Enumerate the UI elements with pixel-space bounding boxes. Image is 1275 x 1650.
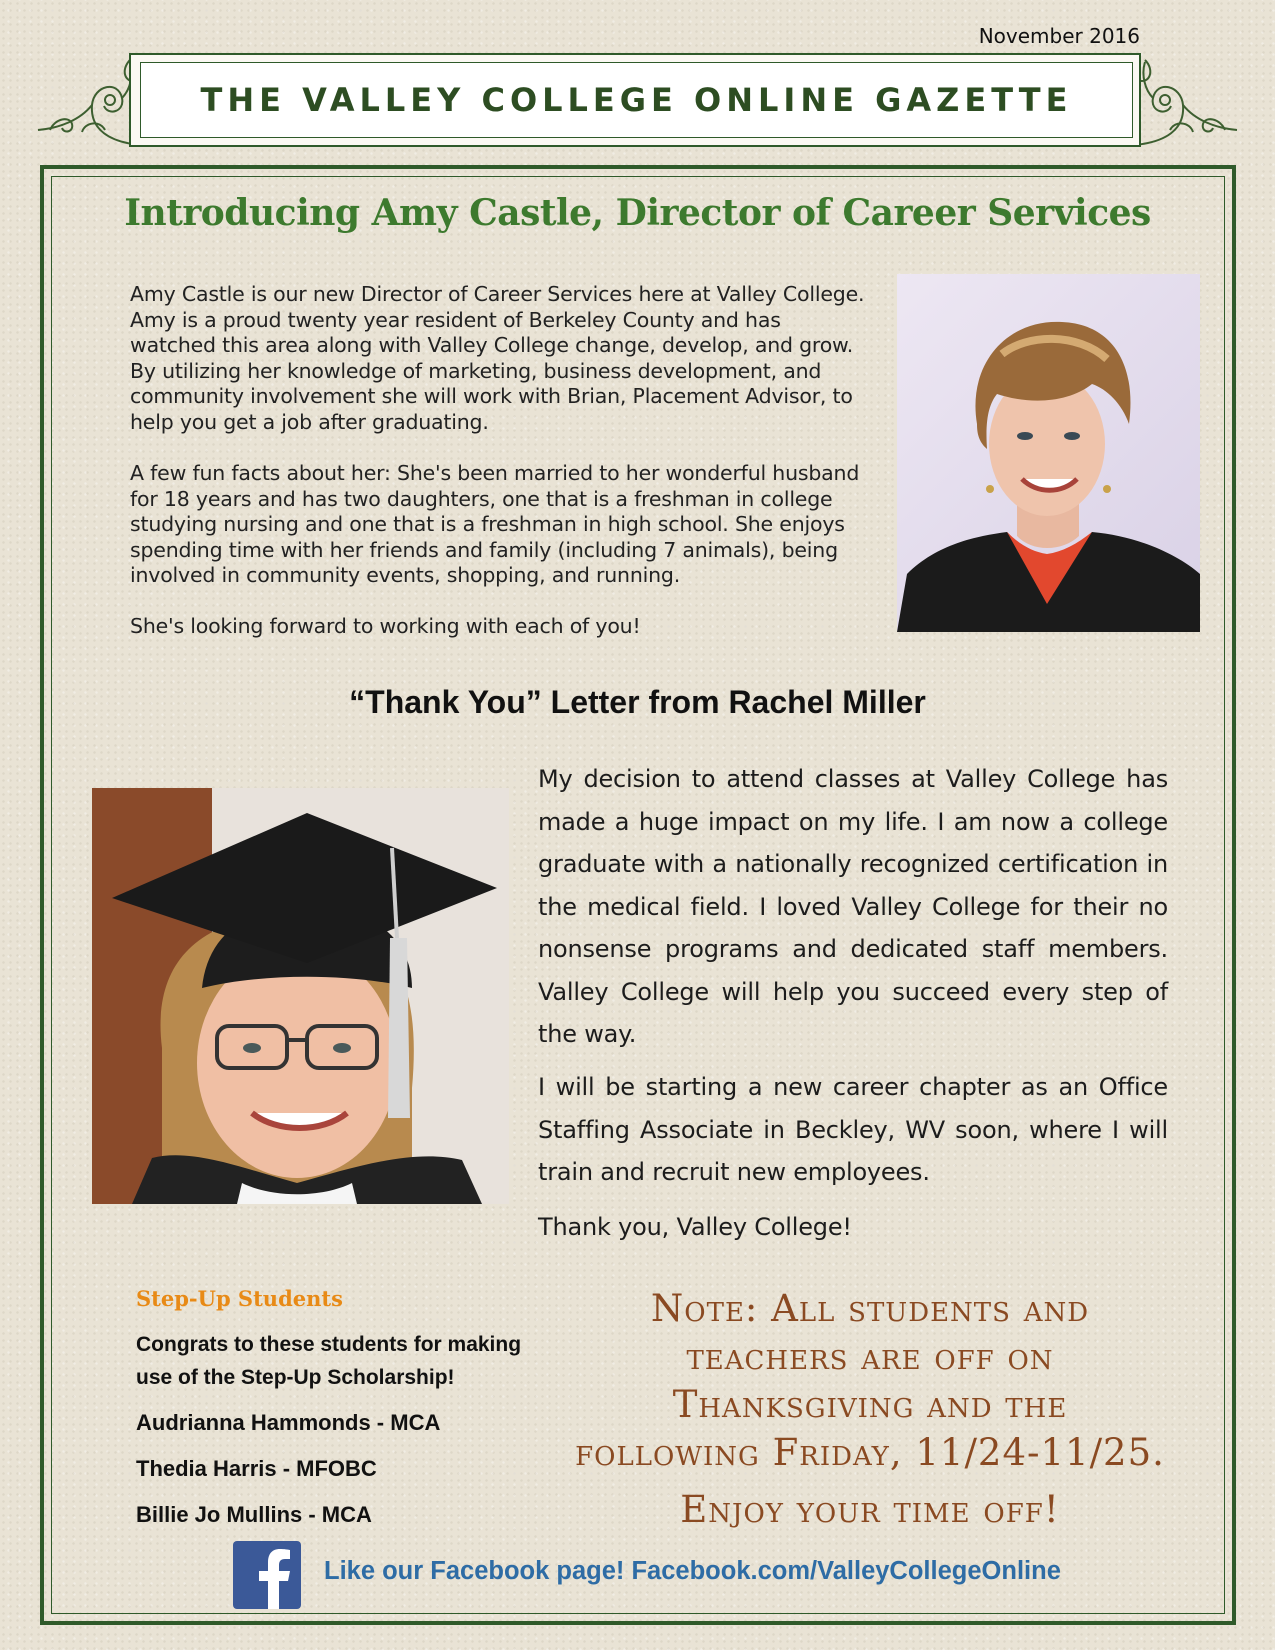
holiday-note-enjoy: Enjoy your time off!	[680, 1488, 1060, 1531]
flourish-right-ornament	[1130, 50, 1245, 150]
gazette-title: THE VALLEY COLLEGE ONLINE GAZETTE	[200, 81, 1073, 119]
stepup-heading: Step-Up Students	[136, 1286, 343, 1311]
article1-paragraph: A few fun facts about her: She's been married to her wonderful husband for 18 years and has two daughters, one that is a freshman in college studying nursing and one that is a freshman in high school. She enjoys spending time with her friends and family (including 7 animals), being involved in community events, shopping, and running.	[130, 461, 860, 587]
stepup-intro: Congrats to these students for making use of the Step-Up Scholarship!	[136, 1333, 522, 1389]
article1-paragraph: She's looking forward to working with each of you!	[130, 614, 641, 638]
stepup-student-item: Thedia Harris - MFOBC	[136, 1456, 377, 1481]
rachel-miller-graduation-photo	[92, 788, 509, 1204]
holiday-note: Note: All students and teachers are off on Thanksgiving and the following Friday, 11/24-11/25.	[575, 1287, 1165, 1474]
article2-paragraph: Thank you, Valley College!	[538, 1213, 852, 1241]
facebook-link[interactable]: Like our Facebook page! Facebook.com/ValleyCollegeOnline	[324, 1557, 1061, 1585]
issue-date: November 2016	[978, 24, 1140, 48]
article-title-thank-you-letter: “Thank You” Letter from Rachel Miller	[349, 684, 926, 720]
flourish-left-ornament	[30, 50, 145, 150]
article2-paragraph: My decision to attend classes at Valley College has made a huge impact on my life. I am now a college graduate with a nationally recognized certification in the medical field. I loved Valley College for their no nonsense programs and dedicated staff members. Valley College will help you succeed every step of the way.	[538, 765, 1168, 1048]
amy-castle-photo	[897, 274, 1200, 632]
article-title-amy-castle: Introducing Amy Castle, Director of Career Services	[124, 192, 1151, 234]
facebook-icon[interactable]	[233, 1541, 301, 1609]
stepup-student-item: Audrianna Hammonds - MCA	[136, 1410, 441, 1435]
article1-paragraph: Amy Castle is our new Director of Career Services here at Valley College. Amy is a proud twenty year resident of Berkeley County and has watched this area along with Valley College change, develop, and grow. By utilizing her knowledge of marketing, business development, and community involvement she will work with Brian, Placement Advisor, to help you get a job after graduating.	[130, 282, 865, 434]
stepup-student-item: Billie Jo Mullins - MCA	[136, 1502, 372, 1527]
article2-paragraph: I will be starting a new career chapter as an Office Staffing Associate in Beckley, WV soon, where I will train and recruit new employees.	[538, 1073, 1168, 1186]
